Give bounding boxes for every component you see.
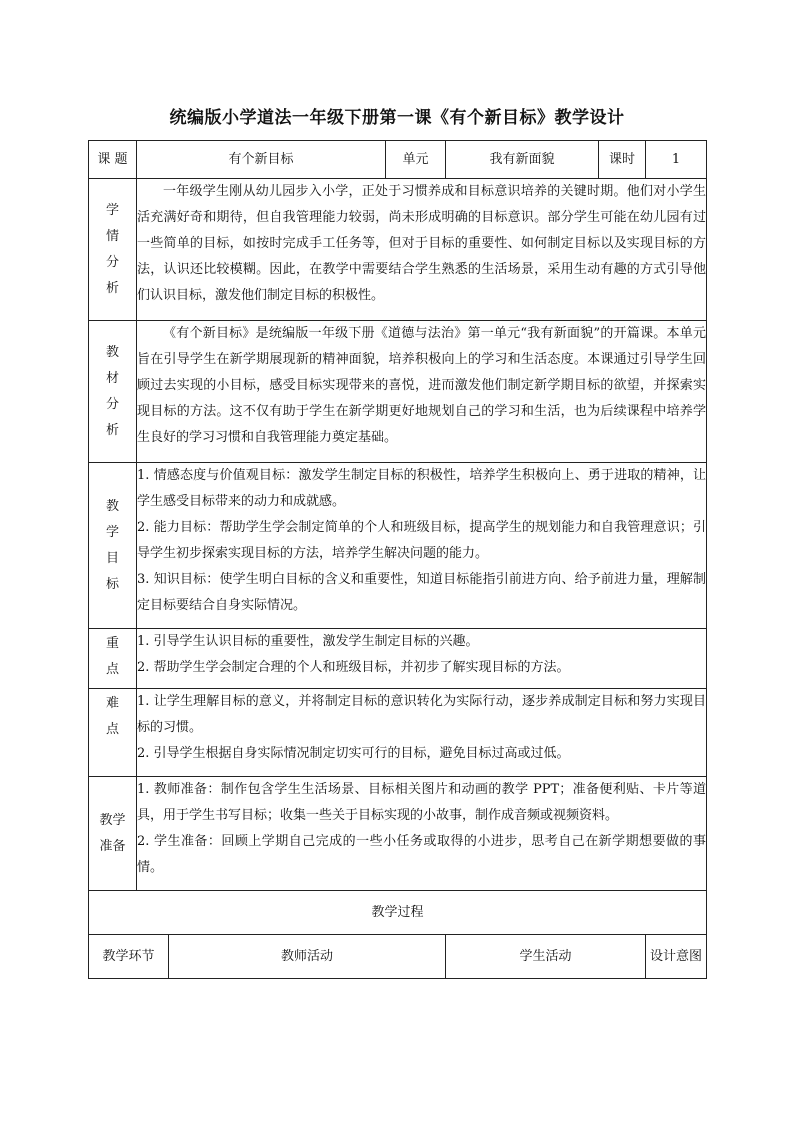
teaching-goals-row bbox=[89, 463, 707, 629]
learner-analysis-row bbox=[89, 179, 707, 321]
learner-analysis-text: 一年级学生刚从幼儿园步入小学，正处于习惯养成和目标意识培养的关键时期。他们对小学生活充满好奇和期待，但自我管理能力较弱，尚未形成明确的目标意识。部分学生可能在幼儿园有过一些简单的目标，如按时完成手工任务等，但对于目标的重要性、如何制定目标以及实现目标的方法，认识还比较模糊。因此，在教学中需要结合学生熟悉的生活场景，采用生动有趣的方式引导他们认识目标，激发他们制定目标的积极性。 bbox=[137, 184, 707, 303]
difficulty-item: 2. 引导学生根据自身实际情况制定切实可行的目标，避免目标过高或过低。 bbox=[137, 746, 570, 761]
preparation-item: 1. 教师准备：制作包含学生生活场景、目标相关图片和动画的教学 PPT；准备便利贴、卡片等道具，用于学生书写目标；收集一些关于目标实现的小故事，制作成音频或视频资料。 bbox=[137, 782, 707, 823]
process-col-teacher: 教师活动 bbox=[169, 935, 446, 979]
material-analysis-label: 教材分析 bbox=[105, 344, 119, 438]
difficulty-item: 1. 让学生理解目标的意义，并将制定目标的意识转化为实际行动，逐步养成制定目标和努力实现目标的习惯。 bbox=[137, 694, 707, 735]
preparation-item: 2. 学生准备：回顾上学期自己完成的一些小任务或取得的小进步，思考自己在新学期想要做的事情。 bbox=[137, 834, 707, 875]
unit-label: 单元 bbox=[386, 141, 446, 179]
material-analysis-row bbox=[89, 321, 707, 463]
material-analysis-text: 《有个新目标》是统编版一年级下册《道德与法治》第一单元“我有新面貌”的开篇课。本单元旨在引导学生在新学期展现新的精神面貌，培养积极向上的学习和生活态度。本课通过引导学生回顾过去实现的小目标，感受目标实现带来的喜悦，进而激发他们制定新学期目标的欲望，并探索实现目标的方法。这不仅有助于学生在新学期更好地规划自己的学习和生活，也为后续课程中培养学生良好的学习习惯和自我管理能力奠定基础。 bbox=[137, 326, 707, 445]
unit-value: 我有新面貌 bbox=[446, 141, 599, 179]
process-col-stage: 教学环节 bbox=[89, 935, 169, 979]
preparation-row bbox=[89, 777, 707, 891]
key-point-item: 1. 引导学生认识目标的重要性，激发学生制定目标的兴趣。 bbox=[137, 634, 479, 649]
teaching-goals-label: 教学目标 bbox=[105, 498, 119, 592]
key-point-item: 2. 帮助学生学会制定合理的个人和班级目标，并初步了解实现目标的方法。 bbox=[137, 660, 570, 675]
goal-item: 1. 情感态度与价值观目标：激发学生制定目标的积极性，培养学生积极向上、勇于进取的精神，让学生感受目标带来的动力和成就感。 bbox=[137, 468, 707, 509]
goal-item: 3. 知识目标：使学生明白目标的含义和重要性，知道目标能指引前进方向、给予前进力量，理解制定目标要结合自身实际情况。 bbox=[137, 572, 707, 613]
preparation-label: 教学准备 bbox=[99, 812, 126, 854]
learner-analysis-label: 学情分析 bbox=[105, 202, 119, 296]
difficulties-label: 难点 bbox=[105, 696, 133, 737]
hours-value: 1 bbox=[646, 141, 707, 179]
difficulties-row bbox=[89, 689, 707, 777]
goal-item: 2. 能力目标：帮助学生学会制定简单的个人和班级目标，提高学生的规划能力和自我管理意识；引导学生初步探索实现目标的方法，培养学生解决问题的能力。 bbox=[137, 520, 707, 561]
hours-label: 课时 bbox=[599, 141, 646, 179]
lesson-value: 有个新目标 bbox=[137, 141, 386, 179]
key-points-label: 重点 bbox=[105, 636, 133, 677]
document-title: 统编版小学道法一年级下册第一课《有个新目标》教学设计 bbox=[169, 108, 625, 128]
process-columns-row bbox=[89, 935, 707, 979]
key-points-row bbox=[89, 629, 707, 689]
header-row bbox=[89, 141, 707, 179]
lesson-label: 课 题 bbox=[89, 141, 137, 179]
process-col-intent: 设计意图 bbox=[646, 935, 707, 979]
process-title-row bbox=[89, 891, 707, 935]
process-col-student: 学生活动 bbox=[446, 935, 646, 979]
process-title: 教学过程 bbox=[89, 891, 707, 935]
lesson-plan-table bbox=[88, 140, 707, 979]
